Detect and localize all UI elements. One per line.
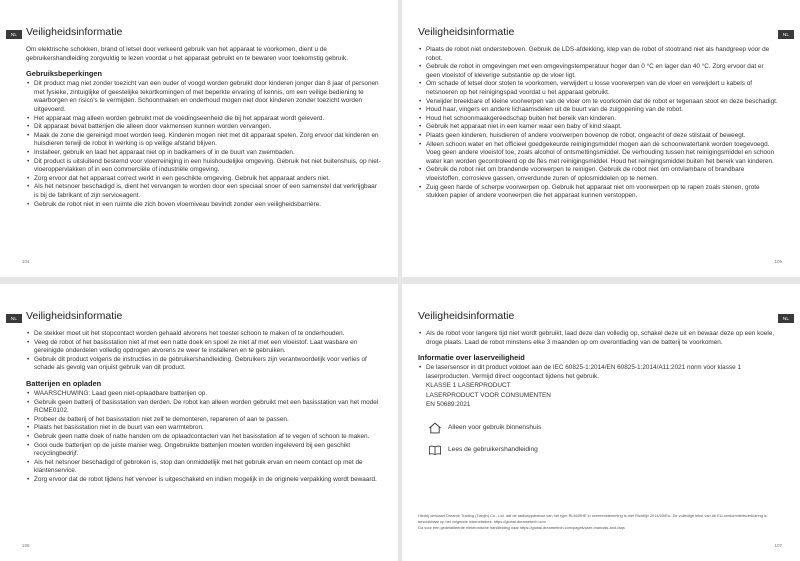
list-item: • Gebruik geen natte doek of natte handen om de oplaadcontacten van het basisstation af te vegen of schoon te maken.: [26, 433, 382, 442]
page-title: Veiligheidsinformatie: [418, 26, 515, 38]
safety-list: [26, 330, 382, 373]
book-icon: [428, 443, 442, 457]
list-item: • De stekker moet uit het stopcontact worden gehaald alvorens het toestel schoon te maken of te onderhouden.: [26, 330, 382, 339]
list-item: • Veeg de robot of het basisstation niet af met een natte doek en spoel ze niet af met een vloeistof. Laat wasbare en gereinigde onderdelen volledig opdrogen alvorens ze weer te installeren en te gebruiken.: [26, 339, 382, 356]
list-item: • Alleen schoon water en het officieel goedgekeurde reinigingsmiddel mogen aan de schoonwatertank worden toegevoegd. Voeg geen andere vloeistof toe, zoals alcohol of ontsmettingsmiddel. De verhouding tussen het reinigingsmiddel en schoon water kan worden gecontroleerd op de fles met reinigingsmiddel. Houd het reinigingsmiddel buiten het bereik van kinderen.: [418, 141, 778, 167]
page-number: 106: [22, 543, 30, 548]
intro-paragraph: Om elektrische schokken, brand of letsel door verkeerd gebruik van het apparaat te voorkomen, dient u de gebruikershandleiding zorgvuldig te lezen voordat u het apparaat gebruikt en te bewaren voor toekomstig gebruik.: [26, 46, 348, 62]
list-item: • Het apparaat mag alleen worden gebruikt met de voedingseenheid die bij het apparaat wordt geleverd.: [26, 115, 382, 124]
list-item: • Houd haar, vingers en andere lichaamsdelen uit de buurt van de zuigopening van de robot.: [418, 106, 778, 115]
page-106: [0, 284, 398, 561]
restrictions-list: [26, 80, 382, 209]
laser-line: LASERPRODUCT VOOR CONSUMENTEN: [426, 391, 551, 399]
page-title: Veiligheidsinformatie: [26, 310, 123, 322]
list-item: • Gebruik de robot niet om brandende voorwerpen te reinigen. Gebruik de robot niet om ontvlambare of brandbare vloeistoffen, corrosieve gassen, onverdunde zuren of oplosmiddelen op te nemen.: [418, 166, 778, 183]
section-heading: Batterijen en opladen: [26, 378, 102, 388]
list-item: • Plaats de robot niet ondersteboven. Gebruik de LDS-afdekking, klep van de robot of stootrand niet als handgreep voor de robot.: [418, 46, 778, 63]
list-item: • Gebruik dit product volgens de instructies in de gebruikershandleiding. Gebruikers zijn verantwoordelijk voor verlies of schade als gevolg van onjuist gebruik van dit product.: [26, 356, 382, 373]
language-tag: NL: [6, 314, 22, 323]
page-title: Veiligheidsinformatie: [26, 26, 123, 38]
list-item: • Probeer de batterij of het basisstation niet zelf te demonteren, repareren of aan te passen.: [26, 416, 382, 425]
page-title: Veiligheidsinformatie: [418, 310, 515, 322]
laser-line: KLASSE 1 LASERPRODUCT: [426, 382, 511, 390]
page-107: [402, 284, 800, 561]
list-item: • Maak de zone die gereinigd moet worden leeg. Kinderen mogen niet met dit apparaat spelen. Zorg ervoor dat kinderen en huisdieren terwijl de robot in werking is op veilige afstand blijven.: [26, 132, 382, 149]
list-item: • Gebruik geen batterij of basisstation van derden. De robot kan alleen worden gebruikt met een basisstation van het model RCME0102.: [26, 399, 382, 416]
list-item: • Gebruik de robot in omgevingen met een omgevingstemperatuur hoger dan 0 °C en lager dan 40 °C. Zorg ervoor dat er geen vloeistof of kleverige substantie op de vloer ligt.: [418, 63, 778, 80]
page-105: [402, 0, 800, 277]
list-item: • De lasersensor in dit product voldoet aan de IEC 60825-1:2014/EN 60825-1:2014/A11:2021 norm voor klasse 1 laserproducten. Vermijd direct oogcontact tijdens het gebruik.: [418, 364, 778, 381]
list-item: • WAARSCHUWING: Laad geen niet-oplaadbare batterijen op.: [26, 390, 382, 399]
section-heading: Informatie over laserveiligheid: [418, 353, 525, 363]
page-number: 105: [774, 259, 782, 264]
indoor-use-label: Alleen voor gebruik binnenshuis: [448, 424, 542, 432]
read-manual-label: Lees de gebruikershandleiding: [448, 446, 538, 454]
list-item: • Zorg ervoor dat de robot tijdens het vervoer is uitgeschakeld en indien mogelijk in de originele verpakking wordt bewaard.: [26, 476, 382, 485]
list-item: • Als het netsnoer beschadigd is, dient het vervangen te worden door een speciaal snoer of een samenstel dat verkrijgbaar is bij de fabrikant of zijn serviceagent.: [26, 183, 382, 200]
list-item: • Verwijder breekbare of kleine voorwerpen van de vloer om te voorkomen dat de robot er tegenaan stoot en deze beschadigt.: [418, 98, 778, 107]
list-item: • Dit apparaat bevat batterijen die alleen door vakmensen kunnen worden vervangen.: [26, 123, 382, 132]
list-item: • Dit product mag niet zonder toezicht van een ouder of voogd worden gebruikt door kinderen jonger dan 8 jaar of personen met fysieke, zintuiglijke of geestelijke tekortkomingen of met beperkte ervaring of kennis, om een veilige bediening te waarborgen en risico's te vermijden. Schoonmaken en onderhoud mogen niet door kinderen zonder toezicht worden uitgevoerd.: [26, 80, 382, 114]
list-item: • Plaats het basisstation niet in de buurt van een warmtebron.: [26, 424, 382, 433]
language-tag: NL: [778, 30, 794, 39]
safety-list: [418, 330, 778, 347]
list-item: • Als de robot voor langere tijd niet wordt gebruikt, laad deze dan volledig op, schakel deze uit en bewaar deze op een koele, droge plaats. Laad de robot minstens elke 3 maanden op om overontlading van de batterij te voorkomen.: [418, 330, 778, 347]
read-manual-row: [418, 442, 778, 458]
list-item: • Als het netsnoer beschadigd of gebroken is, stop dan onmiddellijk met het gebruik ervan en neem contact op met de klantenservice.: [26, 459, 382, 476]
indoor-use-row: [418, 420, 778, 436]
laser-class-lines: [418, 381, 778, 410]
list-item: • Dit product is uitsluitend bestemd voor vloerreiniging in een huishoudelijke omgeving. Gebruik het niet buitenshuis, op niet-vloeroppervlakken of in een commerciële of industriële omgeving.: [26, 158, 382, 175]
list-item: • Gooi oude batterijen op de juiste manier weg. Ongebruikte batterijen moeten worden ingeleverd bij een geschikt recyclingbedrijf.: [26, 442, 382, 459]
footnote: Hierbij verklaart Dreame Trading (Tianjin) Co., Ltd. dat de radioapparatuur van het type RLM49HE in overeenstemming is met Richtlijn 2014/53/EU. De volledige tekst van de EU-conformiteitsverklaring is beschikbaar op het volgende internetadres: https://global.dreametech.com Ga voor een gedetailleerde elektronische handleiding naar https://global.dreametech.com/pages/user-manuals-and-faqs: [418, 513, 767, 530]
laser-list: [418, 364, 778, 381]
page-number: 104: [22, 259, 30, 264]
list-item: • Houd het schoonmaakgereedschap buiten het bereik van kinderen.: [418, 115, 778, 124]
list-item: • Plaats geen kinderen, huisdieren of andere voorwerpen bovenop de robot, ongeacht of deze stilstaat of beweegt.: [418, 132, 778, 141]
battery-list: [26, 390, 382, 485]
safety-list: [418, 46, 778, 201]
list-item: • Gebruik het apparaat niet in een kamer waar een baby of kind slaapt.: [418, 123, 778, 132]
language-tag: NL: [778, 314, 794, 323]
language-tag: NL: [6, 30, 22, 39]
section-heading: Gebruiksbeperkingen: [26, 69, 102, 79]
page-104: [0, 0, 398, 277]
list-item: • Om schade of letsel door stoten te voorkomen, verwijdert u losse voorwerpen van de vloer en verwijdert u kabels of netsnoeren op het reinigingspad voordat u het apparaat gebruikt.: [418, 80, 778, 97]
page-number: 107: [774, 543, 782, 548]
list-item: • Zorg ervoor dat het apparaat correct werkt in een geschikte omgeving. Gebruik het apparaat anders niet.: [26, 175, 382, 184]
list-item: • Installeer, gebruik en laad het apparaat niet op in badkamers of in de buurt van zwembaden.: [26, 149, 382, 158]
list-item: • Gebruik de robot niet in een ruimte die zich boven vloerniveau bevindt zonder een veiligheidsbarrière.: [26, 201, 382, 210]
list-item: • Zuig geen harde of scherpe voorwerpen op. Gebruik het apparaat niet om voorwerpen op te rapen zoals stenen, grote stukken papier of andere voorwerpen die het apparaat kunnen verstoppen.: [418, 184, 778, 201]
house-icon: [428, 421, 442, 435]
laser-line: EN 50689:2021: [426, 401, 471, 409]
